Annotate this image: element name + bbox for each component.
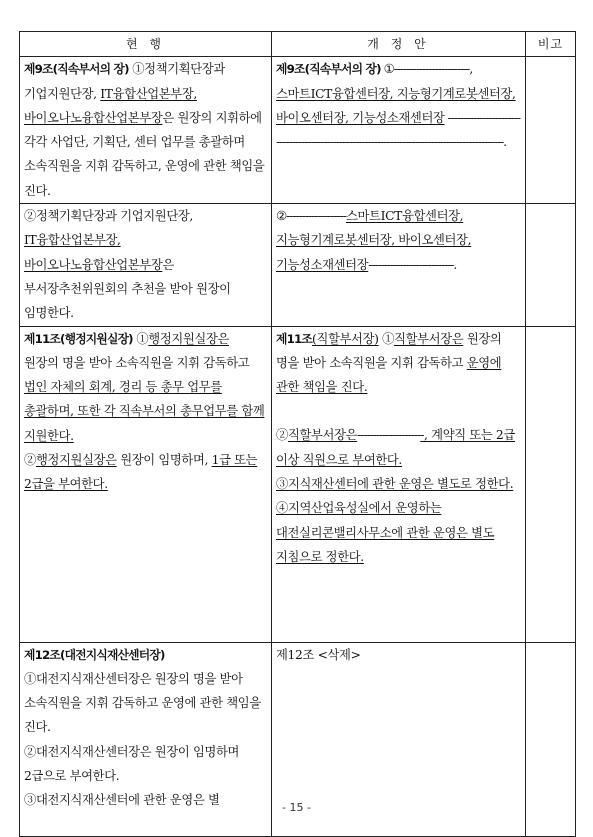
text-span: 은 원장의 지휘하에 각각 사업단, 기획단, 센터 업무를 총괄하며 소속직원을 지휘 감독하고, 운영에 관한 책임을 진다. [24, 110, 265, 198]
current-text [24, 204, 267, 325]
text-span: ---------------------------. [368, 257, 457, 272]
current-paragraph-2 [24, 740, 267, 789]
spacer [276, 399, 521, 423]
underlined-text: 바이오나노융합산업본부장 [24, 110, 163, 125]
underlined-text: 직할부서장은 [287, 428, 358, 443]
revised-text [276, 643, 521, 667]
note-cell [526, 326, 576, 642]
note-cell [526, 57, 576, 204]
note-cell [526, 204, 576, 326]
underlined-text: 운영에 관한 책임을 진다. [276, 355, 502, 395]
table-row [20, 204, 576, 326]
text-span: ② [24, 453, 36, 468]
current-text [24, 643, 267, 740]
text-span: -------------------- [357, 428, 421, 443]
underlined-text: IT융합산업본부장, [100, 86, 197, 101]
text-span: ②------------------- [276, 209, 346, 224]
text-span: ①정책기획단장과 기업지원단장, [24, 62, 225, 101]
article-heading: 제9조(직속부서의 장) [24, 62, 129, 77]
underlined-text: ④지역산업육성실에서 운영하는 대전실리콘밸리사무소에 관한 운영은 별도 지침으로 정한다. [276, 501, 495, 564]
article-heading: 제11조(행정지원실장) [24, 331, 133, 346]
underlined-text: 스마트ICT융합센터장, 지능형기계로봇센터장, 바이오센터장, 기능성소재센터장 [276, 86, 516, 125]
revised-paragraph-3 [276, 472, 521, 496]
revised-text [276, 204, 521, 277]
header-revised: 개 정 안 [272, 32, 526, 57]
revised-paragraph-4 [276, 496, 521, 569]
current-cell [20, 326, 272, 642]
comparison-table [19, 31, 576, 837]
underlined-text: -, 계약직 또는 2급 이상 직원으로 부여한다. [276, 428, 515, 467]
revised-cell [272, 326, 526, 642]
underlined-text: 법인 자체의 회계, 경리 등 총무 업무를 총괄하며, 또한 각 직속부서의 총무업무를 함께 지원한다. [24, 380, 265, 443]
text-span: ② [276, 428, 288, 443]
text-span: ②대전지식재산센터장은 원장이 임명하며 2급으로 부여한다. [24, 744, 240, 784]
header-current: 현 행 [20, 32, 272, 57]
underlined-text: 행정지원실장은 [35, 453, 117, 468]
current-text [24, 327, 267, 448]
underlined-text: 스마트ICT융합센터장, 지능형기계로봇센터장, 바이오센터장, 기능성소재센터장 [276, 209, 472, 272]
underlined-text: IT융합산업본부장, 바이오나노융합산업본부장 [24, 233, 163, 272]
revised-cell [272, 57, 526, 204]
page-number: - 15 - [282, 801, 311, 814]
table-row [20, 326, 576, 642]
current-text [24, 57, 267, 203]
text-span: ③대전지식재산센터에 관한 운영은 별 [24, 793, 220, 808]
underlined-text: 직할부서장은 [394, 331, 464, 346]
text-span: 제12조 <삭제> [276, 647, 361, 662]
text-span: ① [378, 331, 395, 346]
revised-paragraph-2 [276, 423, 521, 472]
text-span: 원장의 명을 받아 소속직원을 지휘 감독하고 [24, 355, 250, 370]
text-span: ①------------------------, [380, 62, 473, 77]
text-span: ②정책기획단장과 기업지원단장, [24, 209, 193, 224]
current-paragraph-2 [24, 448, 267, 497]
table-row [20, 57, 576, 204]
header-note: 비고 [526, 32, 576, 57]
text-span: 원장의 명을 받아 소속직원을 지휘 감독하고 [276, 331, 502, 370]
article-heading-underlined: (직할부서장) [312, 331, 379, 346]
underlined-text: 행정지원실장은 [148, 331, 229, 346]
article-heading: 제12조(대전지식재산센터장) [24, 647, 165, 662]
text-span: 원장이 임명하며, [116, 453, 212, 468]
current-cell [20, 204, 272, 326]
text-span: -----------------------------------------------------------------------------------------------. [276, 110, 521, 150]
revised-text [276, 57, 521, 154]
underlined-text: 1급 또는 2급을 부여한다. [24, 453, 258, 492]
table-header-row [20, 32, 576, 57]
text-span: ① [132, 331, 149, 346]
underlined-text: ③지식재산센터에 관한 운영은 별도로 정한다. [276, 477, 514, 492]
text-span: ①대전지식재산센터장은 원장의 명을 받아 소속직원을 지휘 감독하고 운영에 관한 책임을 진다. [24, 671, 261, 735]
article-heading: 제9조(직속부서의 장) [276, 62, 381, 77]
revised-cell [272, 204, 526, 326]
current-cell [20, 57, 272, 204]
article-heading: 제11조 [276, 331, 313, 346]
revised-text [276, 327, 521, 400]
text-span: 은 부서장추천위원회의 추천을 받아 원장이 임명한다. [24, 257, 231, 321]
